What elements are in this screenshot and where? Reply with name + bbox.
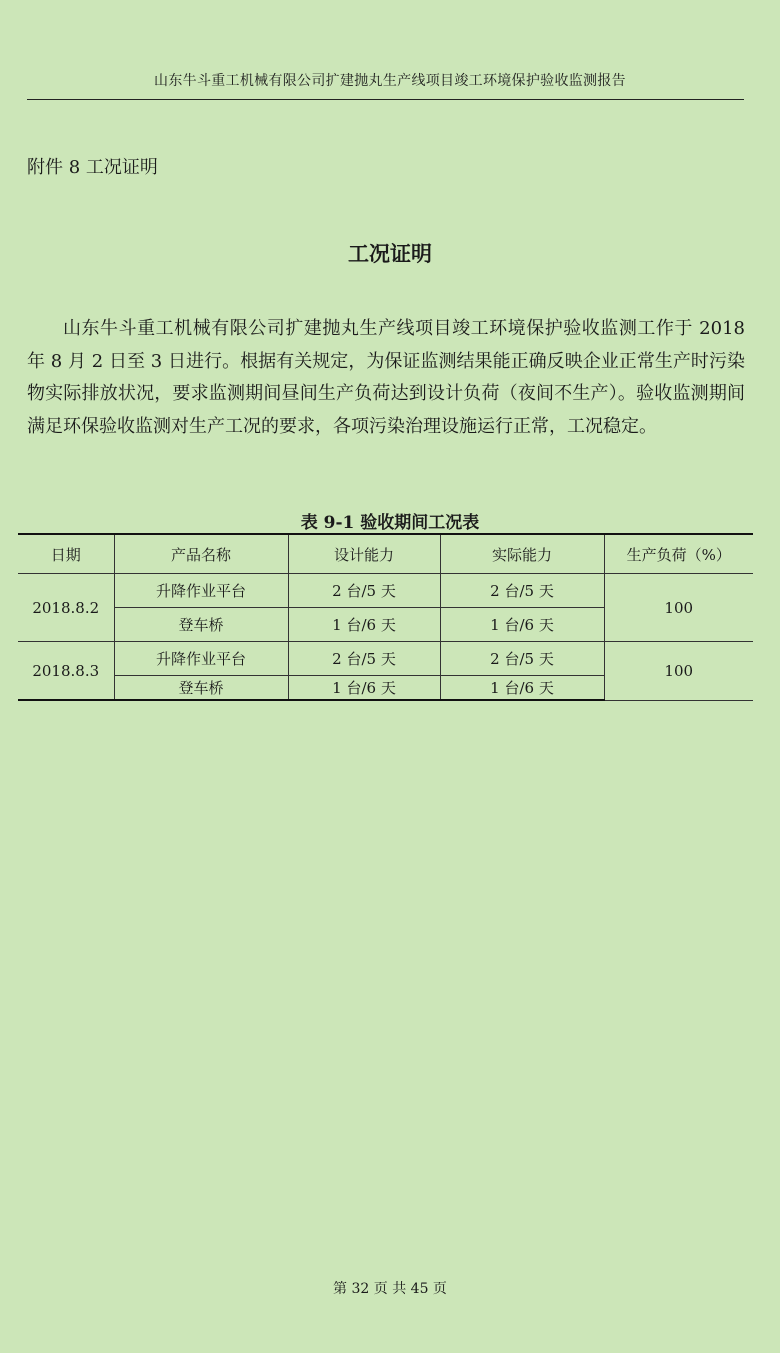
working-condition-table xyxy=(18,533,753,701)
actual-cell: 2 台/5 天 xyxy=(440,574,604,608)
design-cell: 2 台/5 天 xyxy=(288,642,440,676)
page-number: 第 32 页 共 45 页 xyxy=(333,1281,447,1297)
header-divider xyxy=(27,99,744,100)
design-cell: 2 台/5 天 xyxy=(288,574,440,608)
body-paragraph: 山东牛斗重工机械有限公司扩建抛丸生产线项目竣工环境保护验收监测工作于 2018 年 8 月 2 日至 3 日进行。根据有关规定，为保证监测结果能正确反映企业正常生产时污染物实际排放状况，要求监测期间昼间生产负荷达到设计负荷（夜间不生产）。验收监测期间满足环保验收监测对生产工况的要求，各项污染治理设施运行正常，工况稳定。 xyxy=(27,318,745,437)
document-title: 工况证明 xyxy=(348,241,432,266)
product-cell: 登车桥 xyxy=(114,676,288,701)
header-actual-capacity: 实际能力 xyxy=(440,534,604,574)
product-cell: 升降作业平台 xyxy=(114,574,288,608)
header-design-capacity: 设计能力 xyxy=(288,534,440,574)
load-cell: 100 xyxy=(604,642,753,701)
attachment-label: 附件 8 工况证明 xyxy=(27,157,158,178)
table-row xyxy=(18,574,753,608)
actual-cell: 1 台/6 天 xyxy=(440,676,604,701)
actual-cell: 1 台/6 天 xyxy=(440,608,604,642)
date-cell: 2018.8.2 xyxy=(18,574,114,642)
table-caption: 表 9-1 验收期间工况表 xyxy=(300,513,480,533)
product-cell: 登车桥 xyxy=(114,608,288,642)
table-row xyxy=(18,642,753,676)
header-product: 产品名称 xyxy=(114,534,288,574)
header-date: 日期 xyxy=(18,534,114,574)
load-cell: 100 xyxy=(604,574,753,642)
report-header-title: 山东牛斗重工机械有限公司扩建抛丸生产线项目竣工环境保护验收监测报告 xyxy=(154,73,626,89)
design-cell: 1 台/6 天 xyxy=(288,676,440,701)
table-header-row xyxy=(18,534,753,574)
product-cell: 升降作业平台 xyxy=(114,642,288,676)
design-cell: 1 台/6 天 xyxy=(288,608,440,642)
date-cell: 2018.8.3 xyxy=(18,642,114,701)
actual-cell: 2 台/5 天 xyxy=(440,642,604,676)
header-production-load: 生产负荷（%） xyxy=(604,534,753,574)
